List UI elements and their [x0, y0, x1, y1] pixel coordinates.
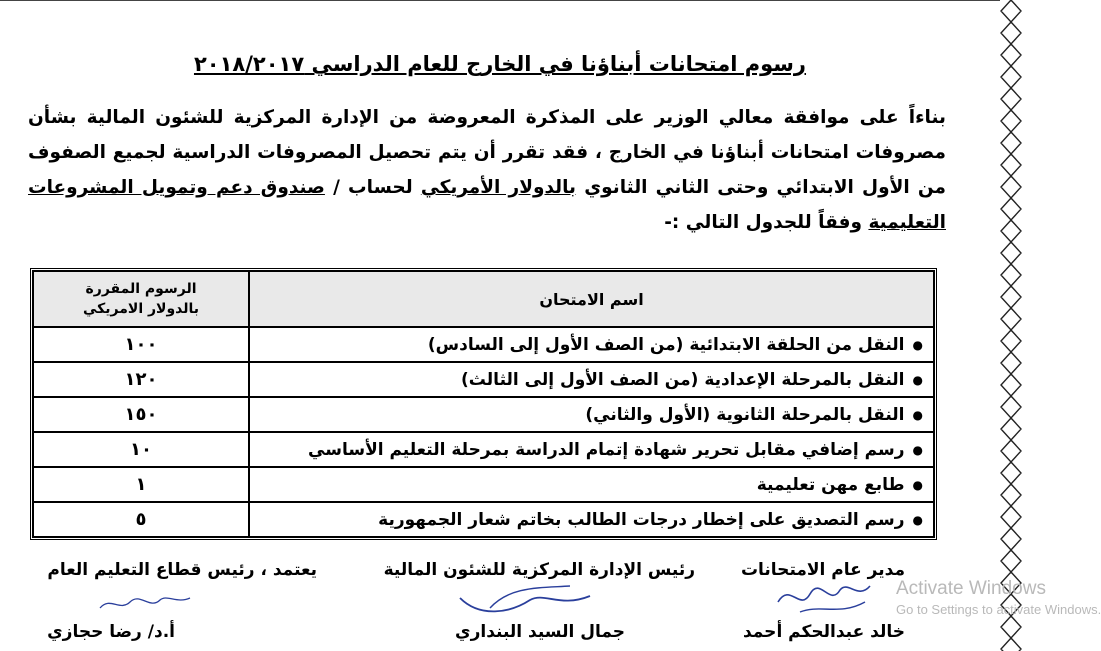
zigzag-border-pattern: [1001, 0, 1021, 651]
decorative-border-right: [998, 0, 1024, 651]
exam-name-text: طابع مهن تعليمية: [756, 474, 905, 495]
paragraph-part-3: لحساب /: [324, 177, 421, 198]
fee-amount-cell: ١٠٠: [33, 327, 249, 362]
signature-role: رئيس الإدارة المركزية للشئون المالية: [383, 560, 695, 580]
fees-table-row: [33, 467, 934, 502]
currency-underlined: بالدولار الأمريكي: [420, 177, 577, 198]
signature-name: خالد عبدالحكم أحمد: [742, 622, 905, 642]
watermark-line1: Activate Windows: [896, 578, 1046, 599]
exam-name-text: النقل بالمرحلة الثانوية (الأول والثاني): [585, 404, 905, 425]
activate-windows-watermark: [896, 578, 1101, 617]
signature-sector-head: [47, 560, 317, 642]
exam-name-text: رسم التصديق على إخطار درجات الطالب بخاتم شعار الجمهورية: [378, 509, 905, 530]
bullet-icon: ●: [912, 372, 923, 387]
fees-table-row: [33, 362, 934, 397]
exam-name-cell: [249, 362, 934, 397]
signature-role: مدير عام الامتحانات: [740, 560, 905, 580]
header-fee-amount: [33, 271, 249, 327]
bullet-icon: ●: [912, 407, 923, 422]
header-exam-name: اسم الامتحان: [249, 271, 934, 327]
bullet-icon: ●: [912, 337, 923, 352]
paragraph-part-1: بناءاً على موافقة معالي الوزير على المذكرة المعروضة من الإدارة المركزية للشئون المالية بشأن مصروفات امتحانات أبناؤنا في الخارج ، فقد تقرر أن يتم تحصيل المصروفات الدراسية لجميع الصفوف من الأول الابتدائي وحتى الثاني الثانوي: [28, 107, 946, 198]
exam-name-text: النقل من الحلقة الابتدائية (من الصف الأول إلى السادس): [427, 334, 905, 355]
fees-table-row: [33, 397, 934, 432]
signature-name: جمال السيد البنداري: [455, 622, 625, 642]
fee-amount-cell: ٥: [33, 502, 249, 537]
bullet-icon: ●: [912, 477, 923, 492]
exam-name-cell: [249, 432, 934, 467]
watermark-line2: Go to Settings to activate Windows.: [896, 602, 1101, 617]
exam-name-cell: [249, 397, 934, 432]
decision-paragraph: [28, 100, 946, 240]
fees-table-row: [33, 432, 934, 467]
bullet-icon: ●: [912, 442, 923, 457]
header-fee-line1: الرسوم المقررة: [85, 281, 197, 297]
fee-amount-cell: ١٥٠: [33, 397, 249, 432]
header-fee-line2: بالدولار الامريكي: [82, 301, 200, 317]
exam-name-cell: [249, 467, 934, 502]
fees-table-row: [33, 327, 934, 362]
document-title: رسوم امتحانات أبناؤنا في الخارج للعام الدراسي ٢٠١٨/٢٠١٧: [193, 52, 807, 76]
exam-name-cell: [249, 502, 934, 537]
fund-name-underlined: صندوق دعم وتمويل المشروعات التعليمية: [28, 177, 946, 233]
bullet-icon: ●: [912, 512, 923, 527]
fee-amount-cell: ١٠: [33, 432, 249, 467]
handwritten-signature-sector-head: [95, 590, 195, 618]
handwritten-signature-exams-director: [770, 572, 880, 622]
fees-table: [30, 268, 937, 540]
fee-amount-cell: ١: [33, 467, 249, 502]
fees-table-row: [33, 502, 934, 537]
exam-name-cell: [249, 327, 934, 362]
fees-table-header: [33, 271, 934, 327]
exam-name-text: رسم إضافي مقابل تحرير شهادة إتمام الدراسة بمرحلة التعليم الأساسي: [308, 439, 905, 460]
signature-finance-head: [383, 560, 695, 642]
exam-name-text: النقل بالمرحلة الإعدادية (من الصف الأول إلى الثالث): [461, 369, 905, 390]
handwritten-signature-finance-head: [450, 578, 600, 623]
paragraph-part-5: وفقاً للجدول التالي :-: [664, 212, 869, 233]
signature-name: أ.د/ رضا حجازي: [47, 622, 175, 642]
fee-amount-cell: ١٢٠: [33, 362, 249, 397]
signature-role: يعتمد ، رئيس قطاع التعليم العام: [47, 560, 317, 580]
